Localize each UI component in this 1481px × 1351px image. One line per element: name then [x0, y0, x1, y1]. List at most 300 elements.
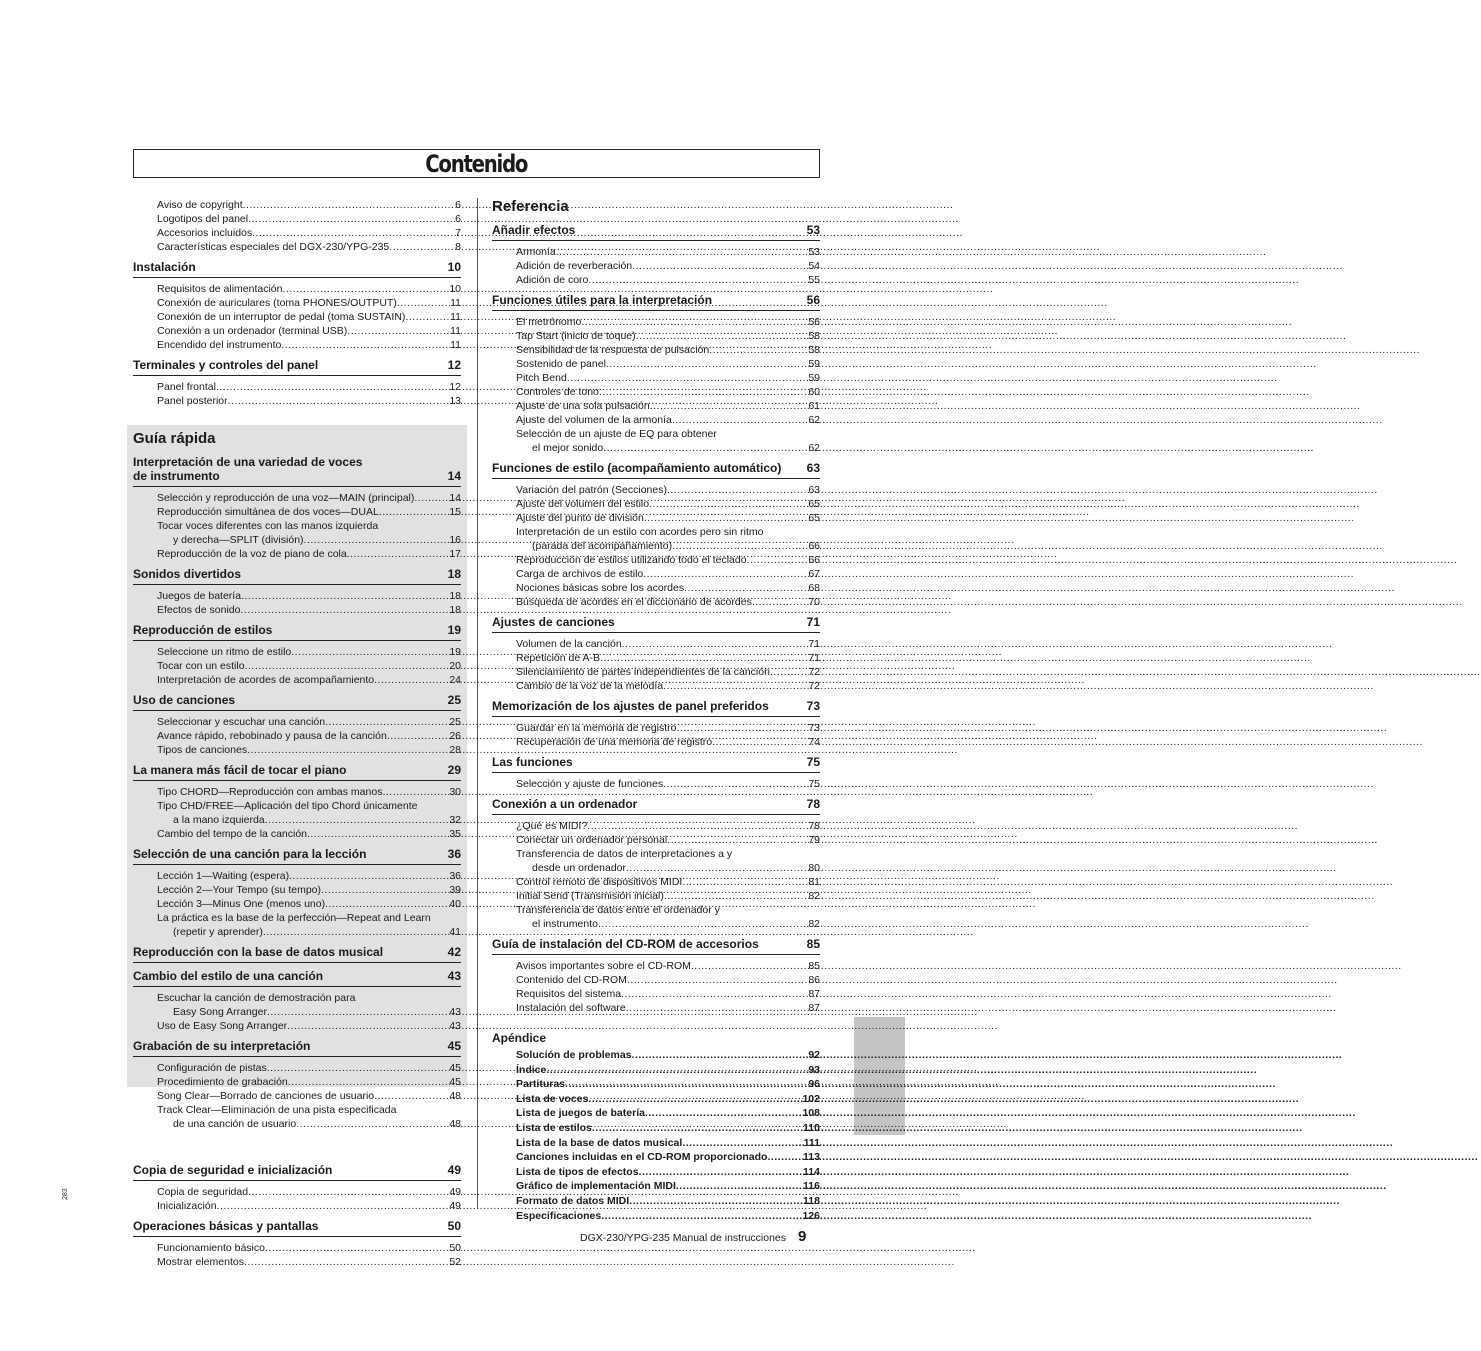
- entry-page: 102: [802, 1092, 820, 1105]
- entry-title: Selección y ajuste de funciones: [516, 778, 664, 790]
- entry-page: 24: [449, 674, 461, 686]
- entry-title: Índice: [516, 1063, 547, 1076]
- appendix-entry: [492, 1092, 820, 1107]
- entry-page: 25: [449, 716, 461, 728]
- intro-list: [133, 198, 461, 254]
- section-page: 50: [447, 1219, 461, 1233]
- entry-title: Ajuste del volumen del estilo: [516, 498, 650, 510]
- entry-title: Easy Song Arranger: [173, 1006, 267, 1018]
- toc-entry: [133, 1199, 461, 1213]
- section-heading: [133, 1219, 461, 1237]
- toc-entry: [133, 533, 461, 547]
- dot-leader: [709, 343, 808, 357]
- toc-entry: [492, 371, 820, 385]
- entry-page: 80: [808, 862, 820, 874]
- appendix-entry: [492, 1179, 820, 1194]
- dot-leader: [267, 1005, 449, 1019]
- toc-entry: [492, 497, 820, 511]
- entry-page: 60: [808, 386, 820, 398]
- dot-leader: [405, 310, 450, 324]
- entry-page: 11: [450, 339, 461, 351]
- toc-entry: [133, 743, 461, 757]
- entry-title: Conectar un ordenador personal: [516, 834, 668, 846]
- toc-entry: [492, 987, 820, 1001]
- appendix-entry: [492, 1048, 820, 1063]
- section-heading: [133, 763, 461, 781]
- appendix-entry: [492, 1136, 820, 1151]
- entry-title: Gráfico de implementación MIDI: [516, 1180, 676, 1193]
- section-page: 18: [447, 567, 461, 581]
- toc-entry: La práctica es la base de la perfección—Repeat and Learn: [157, 912, 431, 924]
- toc-entry: [492, 273, 820, 287]
- dot-leader: [627, 973, 808, 987]
- entry-page: 49: [449, 1186, 461, 1198]
- dot-leader: [645, 1106, 803, 1121]
- entry-page: 66: [808, 554, 820, 566]
- section-heading: [133, 693, 461, 711]
- dot-leader: [632, 1048, 809, 1063]
- dot-leader: [287, 1019, 449, 1033]
- entry-page: 58: [808, 330, 820, 342]
- dot-leader: [649, 497, 808, 511]
- entry-title: Adición de coro: [516, 274, 589, 286]
- entry-page: 6: [455, 213, 461, 225]
- dot-leader: [228, 394, 450, 408]
- dot-leader: [599, 385, 808, 399]
- side-code: 283: [62, 1188, 69, 1200]
- toc-entry: [492, 511, 820, 525]
- toc-entry: [492, 483, 820, 497]
- entry-title: Tipos de canciones: [157, 744, 248, 756]
- entry-title: Armonía: [516, 246, 556, 258]
- entry-page: 18: [449, 604, 461, 616]
- entry-page: 45: [449, 1076, 461, 1088]
- appendix-entry: [492, 1121, 820, 1136]
- dot-leader: [291, 645, 449, 659]
- entry-title: Lista de la base de datos musical: [516, 1136, 683, 1149]
- dot-leader: [626, 861, 808, 875]
- toc-entry: [492, 315, 820, 329]
- dot-leader: [621, 987, 808, 1001]
- section-page: 63: [806, 461, 820, 475]
- section-title: Copia de seguridad e inicialización: [133, 1163, 333, 1177]
- entry-page: 52: [449, 1256, 461, 1268]
- entry-page: 62: [808, 414, 820, 426]
- entry-page: 40: [449, 898, 461, 910]
- entry-title: Control remoto de dispositivos MIDI: [516, 876, 683, 888]
- dot-leader: [307, 827, 449, 841]
- entry-title: Copia de seguridad: [157, 1186, 249, 1198]
- dot-leader: [626, 1001, 809, 1015]
- entry-page: 20: [449, 660, 461, 672]
- dot-leader: [600, 651, 808, 665]
- dot-leader: [382, 785, 449, 799]
- section-page: 78: [806, 797, 820, 811]
- entry-title: Aviso de copyright: [157, 199, 243, 211]
- toc-entry: [133, 1061, 461, 1075]
- toc-entry: [133, 282, 461, 296]
- entry-title: Mostrar elementos: [157, 1256, 244, 1268]
- appendix-entry: [492, 1209, 820, 1224]
- entry-page: 114: [803, 1165, 820, 1178]
- toc-entry: [133, 659, 461, 673]
- page-title-box: [133, 149, 820, 178]
- entry-title: Nociones básicas sobre los acordes: [516, 582, 685, 594]
- entry-title: Búsqueda de acordes en el diccionario de acordes: [516, 596, 752, 608]
- dot-leader: [672, 413, 808, 427]
- entry-title: Selección y reproducción de una voz—MAIN (principal): [157, 492, 415, 504]
- entry-title: y derecha—SPLIT (división): [173, 534, 304, 546]
- entry-page: 32: [449, 814, 461, 826]
- entry-title: Song Clear—Borrado de canciones de usuario: [157, 1090, 375, 1102]
- dot-leader: [682, 875, 808, 889]
- toc-entry: [492, 917, 820, 931]
- dot-leader: [252, 226, 455, 240]
- dot-leader: [636, 329, 809, 343]
- entry-title: Lección 3—Minus One (menos uno): [157, 898, 326, 910]
- entry-title: Tap Start (inicio de toque): [516, 330, 636, 342]
- section-page: 49: [447, 1163, 461, 1177]
- entry-page: 14: [449, 492, 461, 504]
- entry-title: Repetición de A-B: [516, 652, 601, 664]
- entry-title: Initial Send (Transmisión inicial): [516, 890, 664, 902]
- dot-leader: [598, 917, 808, 931]
- apendice-list: [492, 1048, 820, 1223]
- toc-entry: [133, 491, 461, 505]
- entry-title: Variación del patrón (Secciones): [516, 484, 667, 496]
- section-page: 25: [447, 693, 461, 707]
- dot-leader: [581, 315, 808, 329]
- dot-leader: [281, 338, 450, 352]
- entry-page: 11: [450, 311, 461, 323]
- dot-leader: [767, 1150, 803, 1165]
- toc-entry: [492, 595, 820, 609]
- entry-page: 82: [808, 918, 820, 930]
- toc-entry: [133, 324, 461, 338]
- section-title: Sonidos divertidos: [133, 567, 242, 581]
- entry-page: 13: [449, 395, 461, 407]
- entry-title: Seleccione un ritmo de estilo: [157, 646, 292, 658]
- entry-title: Reproducción simultánea de dos voces—DUAL: [157, 506, 379, 518]
- dot-leader: [632, 259, 808, 273]
- toc-entry: [133, 226, 461, 240]
- entry-title: Lista de voces: [516, 1092, 589, 1105]
- dot-leader: [243, 198, 456, 212]
- section-title: Operaciones básicas y pantallas: [133, 1219, 319, 1233]
- entry-title: Partituras: [516, 1078, 566, 1091]
- entry-page: 66: [808, 540, 820, 552]
- dot-leader: [325, 715, 449, 729]
- entry-title: Avisos importantes sobre el CD-ROM: [516, 960, 691, 972]
- entry-page: 50: [449, 1242, 461, 1254]
- toc-entry: [133, 1005, 461, 1019]
- entry-page: 56: [808, 316, 820, 328]
- section-page: 10: [447, 260, 461, 274]
- entry-page: 70: [808, 596, 820, 608]
- dot-leader: [265, 813, 450, 827]
- entry-title: Controles de tono: [516, 386, 599, 398]
- dot-leader: [752, 595, 808, 609]
- dot-leader: [664, 889, 808, 903]
- entry-page: 71: [808, 652, 820, 664]
- entry-title: Lista de tipos de efectos: [516, 1165, 639, 1178]
- toc-entry: Transferencia de datos de interpretaciones a y: [516, 848, 733, 860]
- dot-leader: [304, 533, 450, 547]
- appendix-entry: [492, 1106, 820, 1121]
- entry-page: 59: [808, 372, 820, 384]
- section-heading: [492, 797, 820, 815]
- section-page: 36: [447, 847, 461, 861]
- section-heading: [492, 755, 820, 773]
- entry-title: ¿Qué es MIDI?: [516, 820, 588, 832]
- entry-page: 49: [449, 1200, 461, 1212]
- entry-page: 82: [808, 890, 820, 902]
- toc-entry: [492, 553, 820, 567]
- section-title: Ajustes de canciones: [492, 615, 615, 629]
- section-title: Cambio del estilo de una canción: [133, 969, 324, 983]
- toc-entry: [492, 357, 820, 371]
- entry-title: Características especiales del DGX-230/YPG-235: [157, 241, 390, 253]
- toc-entry: [492, 875, 820, 889]
- dot-leader: [248, 1185, 449, 1199]
- toc-entry: [492, 441, 820, 455]
- toc-entry: [492, 777, 820, 791]
- toc-entry: Selección de un ajuste de EQ para obtener: [516, 428, 717, 440]
- dot-leader: [565, 1077, 808, 1092]
- dot-leader: [556, 245, 809, 259]
- toc-entry: [492, 973, 820, 987]
- entry-title: Encendido del instrumento: [157, 339, 282, 351]
- dot-leader: [240, 603, 449, 617]
- entry-title: Lista de juegos de batería: [516, 1107, 645, 1120]
- entry-page: 12: [449, 381, 461, 393]
- entry-title: Accesorios incluidos: [157, 227, 253, 239]
- section-page: 75: [806, 755, 820, 769]
- toc-entry: [133, 310, 461, 324]
- entry-title: Pitch Bend: [516, 372, 567, 384]
- section-page: 85: [806, 937, 820, 951]
- left-column: [133, 198, 461, 1269]
- dot-leader: [241, 589, 449, 603]
- dot-leader: [283, 282, 450, 296]
- dot-leader: [712, 735, 808, 749]
- entry-title: Ajuste del volumen de la armonía: [516, 414, 672, 426]
- entry-page: 86: [808, 974, 820, 986]
- section-heading: [492, 615, 820, 633]
- toc-entry: [492, 651, 820, 665]
- left-sections-b: [133, 1163, 461, 1269]
- entry-title: desde un ordenador: [532, 862, 626, 874]
- entry-page: 116: [803, 1180, 820, 1193]
- dot-leader: [216, 380, 449, 394]
- dot-leader: [217, 1199, 450, 1213]
- entry-page: 78: [808, 820, 820, 832]
- entry-page: 30: [449, 786, 461, 798]
- section-title: Terminales y controles del panel: [133, 358, 319, 372]
- dot-leader: [677, 721, 809, 735]
- dot-leader: [387, 729, 450, 743]
- appendix-entry: [492, 1077, 820, 1092]
- entry-page: 18: [449, 590, 461, 602]
- entry-title: Guardar en la memoria de registro: [516, 722, 677, 734]
- section-page: 43: [447, 969, 461, 983]
- toc-entry: [133, 925, 461, 939]
- page-footer: [580, 1228, 806, 1245]
- dot-leader: [244, 1255, 449, 1269]
- toc-entry: [133, 394, 461, 408]
- footer-page-number: 9: [798, 1228, 807, 1245]
- section-title: Las funciones: [492, 755, 573, 769]
- entry-page: 65: [808, 512, 820, 524]
- entry-title: Recuperación de una memoria de registro: [516, 736, 713, 748]
- entry-page: 48: [449, 1090, 461, 1102]
- entry-page: 19: [449, 646, 461, 658]
- entry-page: 108: [802, 1107, 820, 1120]
- dot-leader: [389, 240, 455, 254]
- entry-page: 73: [808, 722, 820, 734]
- entry-title: Contenido del CD-ROM: [516, 974, 627, 986]
- toc-entry: [133, 603, 461, 617]
- section-title: Selección de una canción para la lección: [133, 847, 367, 861]
- entry-title: Sostenido de panel: [516, 358, 606, 370]
- dot-leader: [263, 925, 449, 939]
- section-page: 53: [806, 223, 820, 237]
- entry-title: Especificaciones: [516, 1209, 602, 1222]
- entry-page: 92: [808, 1049, 820, 1061]
- entry-page: 72: [808, 666, 820, 678]
- section-title: Reproducción con la base de datos musical: [133, 945, 384, 959]
- entry-title: Efectos de sonido: [157, 604, 241, 616]
- toc-entry: [492, 567, 820, 581]
- toc-entry: [133, 1075, 461, 1089]
- dot-leader: [374, 1089, 449, 1103]
- dot-leader: [672, 539, 808, 553]
- entry-title: Interpretación de acordes de acompañamiento: [157, 674, 375, 686]
- entry-title: Reproducción de la voz de piano de cola: [157, 548, 347, 560]
- section-page: 73: [806, 699, 820, 713]
- dot-leader: [414, 491, 449, 505]
- toc-entry: [133, 547, 461, 561]
- entry-page: 48: [449, 1118, 461, 1130]
- dot-leader: [289, 869, 449, 883]
- toc-entry: [492, 637, 820, 651]
- toc-entry: [492, 259, 820, 273]
- section-page: 71: [806, 615, 820, 629]
- toc-entry: [133, 883, 461, 897]
- section-heading: [133, 567, 461, 585]
- guia-rapida-title: Guía rápida: [133, 430, 216, 447]
- entry-title: Juegos de batería: [157, 590, 242, 602]
- section-heading: [133, 847, 461, 865]
- section-page: 19: [447, 623, 461, 637]
- dot-leader: [770, 665, 808, 679]
- section-title: Uso de canciones: [133, 693, 236, 707]
- page-title: Contenido: [425, 149, 528, 178]
- section-heading: [133, 260, 461, 278]
- toc-entry: [492, 889, 820, 903]
- entry-page: 118: [803, 1194, 820, 1207]
- toc-entry: [492, 735, 820, 749]
- section-heading: [133, 358, 461, 376]
- toc-entry: [492, 343, 820, 357]
- dot-leader: [650, 399, 809, 413]
- entry-title: (parada del acompañamiento): [532, 540, 673, 552]
- dot-leader: [588, 1092, 802, 1107]
- section-page: 12: [447, 358, 461, 372]
- dot-leader: [247, 743, 449, 757]
- dot-leader: [374, 673, 449, 687]
- toc-entry: [133, 897, 461, 911]
- entry-page: 16: [449, 534, 461, 546]
- entry-page: 87: [808, 988, 820, 1000]
- entry-title: Reproducción de estilos utilizando todo el teclado: [516, 554, 747, 566]
- toc-entry: [133, 296, 461, 310]
- toc-entry: [133, 1185, 461, 1199]
- dot-leader: [379, 505, 450, 519]
- entry-page: 43: [449, 1020, 461, 1032]
- section-page: 42: [447, 945, 461, 959]
- dot-leader: [643, 567, 808, 581]
- dot-leader: [667, 483, 808, 497]
- dot-leader: [347, 547, 450, 561]
- entry-page: 75: [808, 778, 820, 790]
- toc-entry: Tipo CHD/FREE—Aplicación del tipo Chord únicamente: [157, 800, 418, 812]
- entry-page: 35: [449, 828, 461, 840]
- section-title: Memorización de los ajustes de panel preferidos: [492, 699, 769, 713]
- toc-entry: Escuchar la canción de demostración para: [157, 992, 356, 1004]
- entry-page: 41: [449, 926, 461, 938]
- section-title: Conexión a un ordenador: [492, 797, 638, 811]
- dot-leader: [267, 1061, 450, 1075]
- entry-title: Panel frontal: [157, 381, 216, 393]
- entry-title: Lección 1—Waiting (espera): [157, 870, 290, 882]
- toc-entry: [492, 1001, 820, 1015]
- toc-entry: [492, 245, 820, 259]
- dot-leader: [601, 1209, 802, 1224]
- entry-page: 7: [455, 227, 461, 239]
- dot-leader: [592, 1121, 803, 1136]
- toc-entry: [133, 198, 461, 212]
- appendix-entry: [492, 1150, 820, 1165]
- toc-entry: Tocar voces diferentes con las manos izquierda: [157, 520, 379, 532]
- entry-page: 58: [808, 344, 820, 356]
- dot-leader: [245, 659, 450, 673]
- section-heading: [492, 461, 820, 479]
- toc-entry: [492, 399, 820, 413]
- dot-leader: [567, 371, 809, 385]
- toc-entry: [133, 813, 461, 827]
- toc-entry: [492, 861, 820, 875]
- entry-page: 68: [808, 582, 820, 594]
- toc-entry: [133, 1255, 461, 1269]
- toc-entry: [492, 833, 820, 847]
- entry-page: 62: [808, 442, 820, 454]
- entry-page: 126: [802, 1209, 820, 1222]
- entry-page: 96: [808, 1078, 820, 1091]
- entry-page: 87: [808, 1002, 820, 1014]
- toc-entry: Track Clear—Eliminación de una pista especificada: [157, 1104, 397, 1116]
- dot-leader: [644, 511, 808, 525]
- right-column: [492, 198, 820, 1223]
- entry-title: Requisitos de alimentación: [157, 283, 283, 295]
- entry-page: 67: [808, 568, 820, 580]
- entry-title: Lección 2—Your Tempo (su tempo): [157, 884, 322, 896]
- dot-leader: [397, 296, 450, 310]
- entry-title: Conexión de auriculares (toma PHONES/OUTPUT): [157, 297, 397, 309]
- entry-page: 79: [808, 834, 820, 846]
- toc-entry: [133, 240, 461, 254]
- toc-entry: [133, 1117, 461, 1131]
